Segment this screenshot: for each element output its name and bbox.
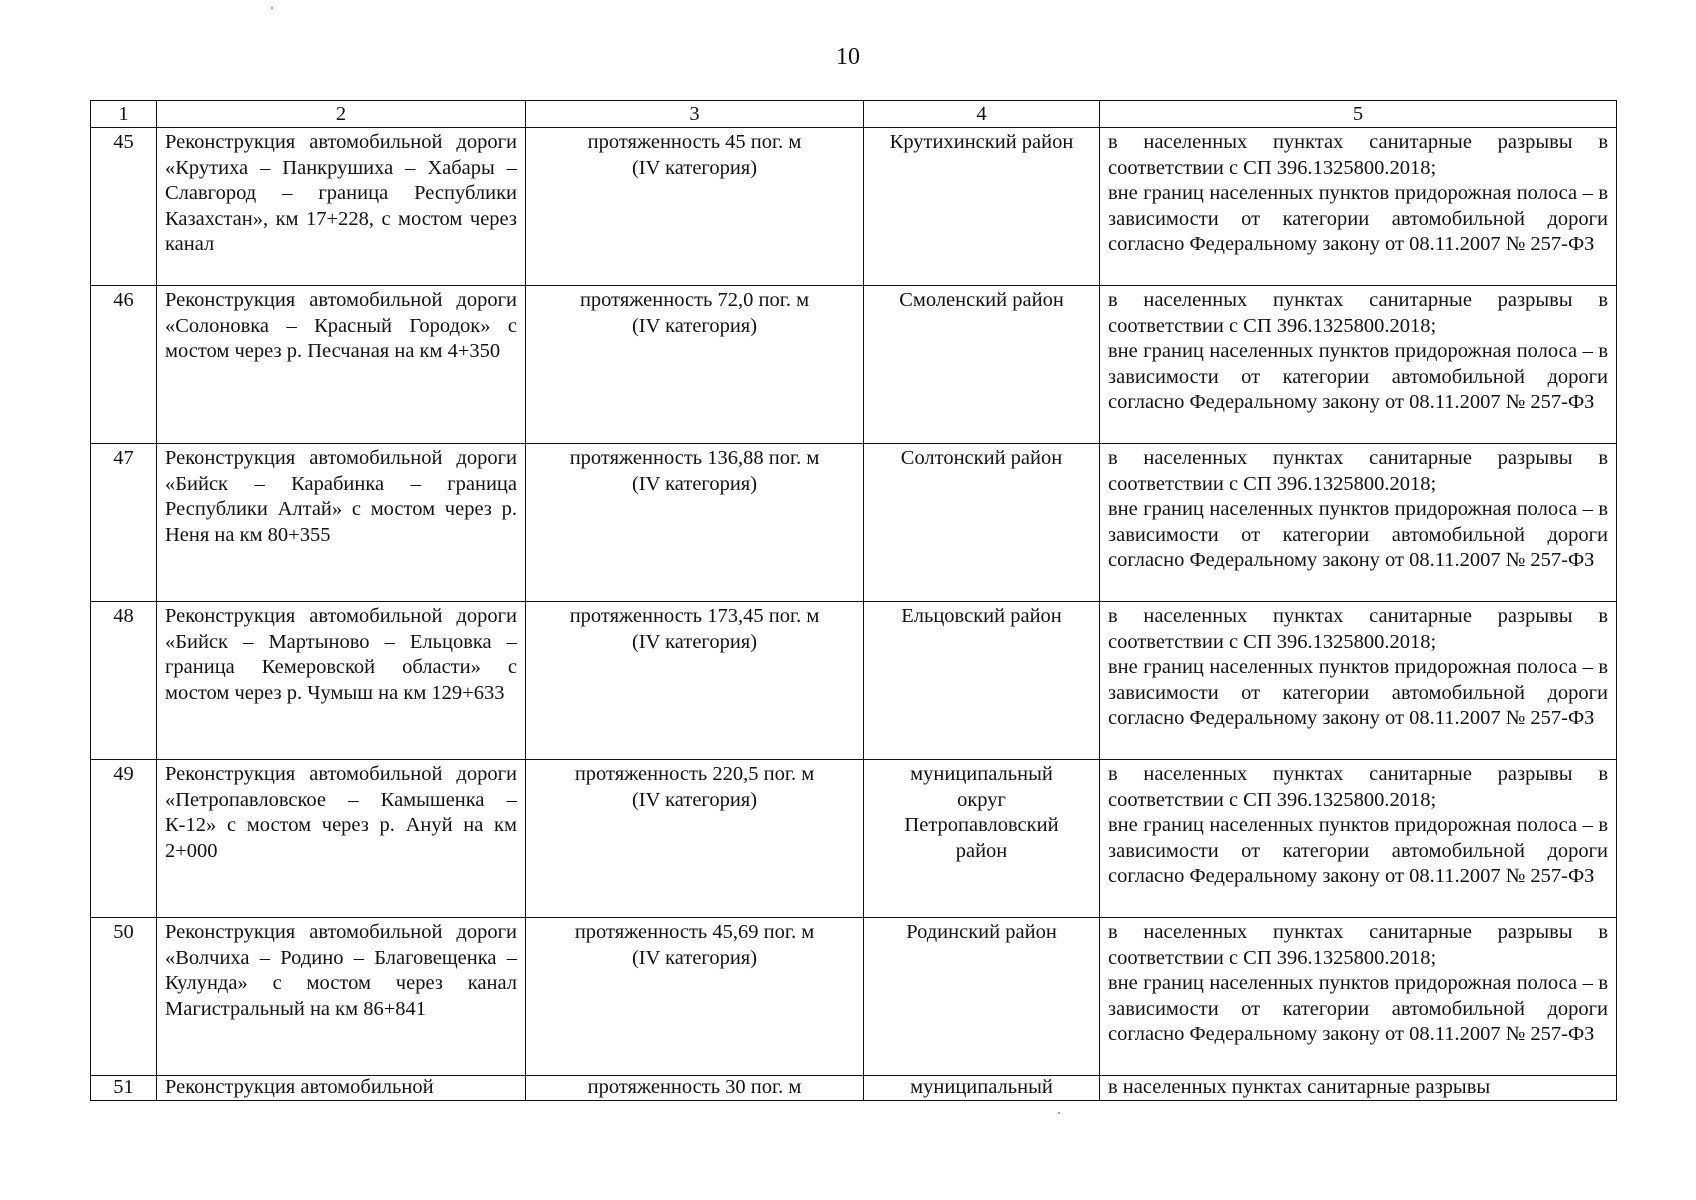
- table-body: [91, 128, 1617, 1101]
- location-cell: [864, 1076, 1100, 1101]
- object-name-cell: Реконструкция автомобильной: [157, 1076, 526, 1101]
- length-cell-line: протяженность 72,0 пог. м: [579, 289, 810, 311]
- column-number-row: [91, 101, 1617, 128]
- protection-zone-cell-line: в населенных пунктах санитарные разрывы в соответствии с СП 396.1325800.2018;: [1108, 289, 1608, 337]
- location-cell-line: Ельцовский район: [901, 605, 1062, 627]
- row-number: 50: [91, 918, 157, 1076]
- table-row: [91, 760, 1617, 918]
- protection-zone-cell: [1100, 128, 1617, 286]
- object-name-cell: Реконструкция автомобильной дороги «Бийск – Карабинка – граница Республики Алтай» с мостом через р. Неня на км 80+355: [157, 444, 526, 602]
- location-cell: [864, 760, 1100, 918]
- protection-zone-cell-line: вне границ населенных пунктов придорожная полоса – в зависимости от категории автомобильной дороги согласно Федеральному закону от 08.11.2007 № 257-ФЗ: [1108, 498, 1608, 571]
- protection-zone-cell: [1100, 286, 1617, 444]
- length-cell-line: протяженность 220,5 пог. м: [574, 763, 815, 785]
- object-name-cell: Реконструкция автомобильной дороги «Крутиха – Панкрушиха – Хабары – Славгород – граница Республики Казахстан», км 17+228, с мостом через канал: [157, 128, 526, 286]
- location-cell: [864, 918, 1100, 1076]
- protection-zone-cell-line: в населенных пунктах санитарные разрывы в соответствии с СП 396.1325800.2018;: [1108, 921, 1608, 969]
- row-number: 47: [91, 444, 157, 602]
- length-cell-line: (IV категория): [631, 630, 758, 653]
- location-cell-line: Смоленский район: [899, 289, 1064, 311]
- location-cell: [864, 602, 1100, 760]
- protection-zone-cell-line: в населенных пунктах санитарные разрывы в соответствии с СП 396.1325800.2018;: [1108, 131, 1608, 179]
- row-number: 45: [91, 128, 157, 286]
- protection-zone-cell-line: вне границ населенных пунктов придорожная полоса – в зависимости от категории автомобильной дороги согласно Федеральному закону от 08.11.2007 № 257-ФЗ: [1108, 814, 1608, 887]
- location-cell-line: Петропавловский: [904, 814, 1059, 836]
- length-cell: [526, 760, 864, 918]
- row-number: 46: [91, 286, 157, 444]
- row-number: 48: [91, 602, 157, 760]
- protection-zone-cell: [1100, 444, 1617, 602]
- protection-zone-cell: [1100, 1076, 1617, 1101]
- object-name-cell: Реконструкция автомобильной дороги «Петропавловское – Камышенка – К-12» с мостом через р. Ануй на км 2+000: [157, 760, 526, 918]
- protection-zone-cell-line: в населенных пунктах санитарные разрывы: [1108, 1076, 1491, 1098]
- length-cell-line: протяженность 45 пог. м: [587, 131, 802, 153]
- protection-zone-cell-line: вне границ населенных пунктов придорожная полоса – в зависимости от категории автомобильной дороги согласно Федеральному закону от 08.11.2007 № 257-ФЗ: [1108, 340, 1608, 413]
- column-number: 5: [1100, 101, 1617, 128]
- column-number: 3: [526, 101, 864, 128]
- location-cell-line: район: [955, 839, 1008, 862]
- scan-speck: [271, 7, 273, 9]
- row-number: 51: [91, 1076, 157, 1101]
- table-row: [91, 1076, 1617, 1101]
- column-number: 1: [91, 101, 157, 128]
- length-cell-line: (IV категория): [631, 788, 758, 811]
- protection-zone-cell-line: в населенных пунктах санитарные разрывы в соответствии с СП 396.1325800.2018;: [1108, 605, 1608, 653]
- table-row: [91, 918, 1617, 1076]
- location-cell-line: муниципальный: [910, 1076, 1053, 1098]
- object-name-cell: Реконструкция автомобильной дороги «Бийск – Мартыново – Ельцовка – граница Кемеровской области» с мостом через р. Чумыш на км 129+633: [157, 602, 526, 760]
- length-cell: [526, 444, 864, 602]
- table-row: [91, 444, 1617, 602]
- length-cell-line: (IV категория): [631, 156, 758, 179]
- length-cell-line: (IV категория): [631, 314, 758, 337]
- protection-zone-cell: [1100, 602, 1617, 760]
- column-number: 4: [864, 101, 1100, 128]
- location-cell-line: Крутихинский район: [889, 131, 1074, 153]
- protection-zone-cell: [1100, 760, 1617, 918]
- length-cell-line: протяженность 136,88 пог. м: [569, 447, 820, 469]
- length-cell: [526, 128, 864, 286]
- location-cell-line: Родинский район: [906, 921, 1057, 943]
- location-cell: [864, 444, 1100, 602]
- length-cell: [526, 602, 864, 760]
- protection-zone-cell-line: вне границ населенных пунктов придорожная полоса – в зависимости от категории автомобильной дороги согласно Федеральному закону от 08.11.2007 № 257-ФЗ: [1108, 182, 1608, 255]
- location-cell-line: округ: [957, 788, 1006, 811]
- protection-zone-cell-line: в населенных пунктах санитарные разрывы в соответствии с СП 396.1325800.2018;: [1108, 763, 1608, 811]
- location-cell: [864, 286, 1100, 444]
- length-cell: [526, 286, 864, 444]
- row-number: 49: [91, 760, 157, 918]
- protection-zone-cell-line: вне границ населенных пунктов придорожная полоса – в зависимости от категории автомобильной дороги согласно Федеральному закону от 08.11.2007 № 257-ФЗ: [1108, 972, 1608, 1045]
- location-cell-line: Солтонский район: [900, 447, 1063, 469]
- length-cell-line: протяженность 45,69 пог. м: [574, 921, 815, 943]
- length-cell: [526, 1076, 864, 1101]
- document-table: [90, 100, 1617, 1101]
- scan-speck: [1058, 1112, 1060, 1114]
- page-number: 10: [836, 44, 860, 70]
- table-row: [91, 286, 1617, 444]
- length-cell-line: протяженность 30 пог. м: [587, 1076, 802, 1098]
- object-name-cell: Реконструкция автомобильной дороги «Волчиха – Родино – Благовещенка – Кулунда» с мостом через канал Магистральный на км 86+841: [157, 918, 526, 1076]
- protection-zone-cell-line: вне границ населенных пунктов придорожная полоса – в зависимости от категории автомобильной дороги согласно Федеральному закону от 08.11.2007 № 257-ФЗ: [1108, 656, 1608, 729]
- length-cell-line: протяженность 173,45 пог. м: [569, 605, 820, 627]
- table-row: [91, 602, 1617, 760]
- location-cell-line: муниципальный: [910, 763, 1053, 785]
- protection-zone-cell-line: в населенных пунктах санитарные разрывы в соответствии с СП 396.1325800.2018;: [1108, 447, 1608, 495]
- column-number: 2: [157, 101, 526, 128]
- length-cell-line: (IV категория): [631, 472, 758, 495]
- location-cell: [864, 128, 1100, 286]
- length-cell: [526, 918, 864, 1076]
- table-row: [91, 128, 1617, 286]
- protection-zone-cell: [1100, 918, 1617, 1076]
- object-name-cell: Реконструкция автомобильной дороги «Солоновка – Красный Городок» с мостом через р. Песчаная на км 4+350: [157, 286, 526, 444]
- length-cell-line: (IV категория): [631, 946, 758, 969]
